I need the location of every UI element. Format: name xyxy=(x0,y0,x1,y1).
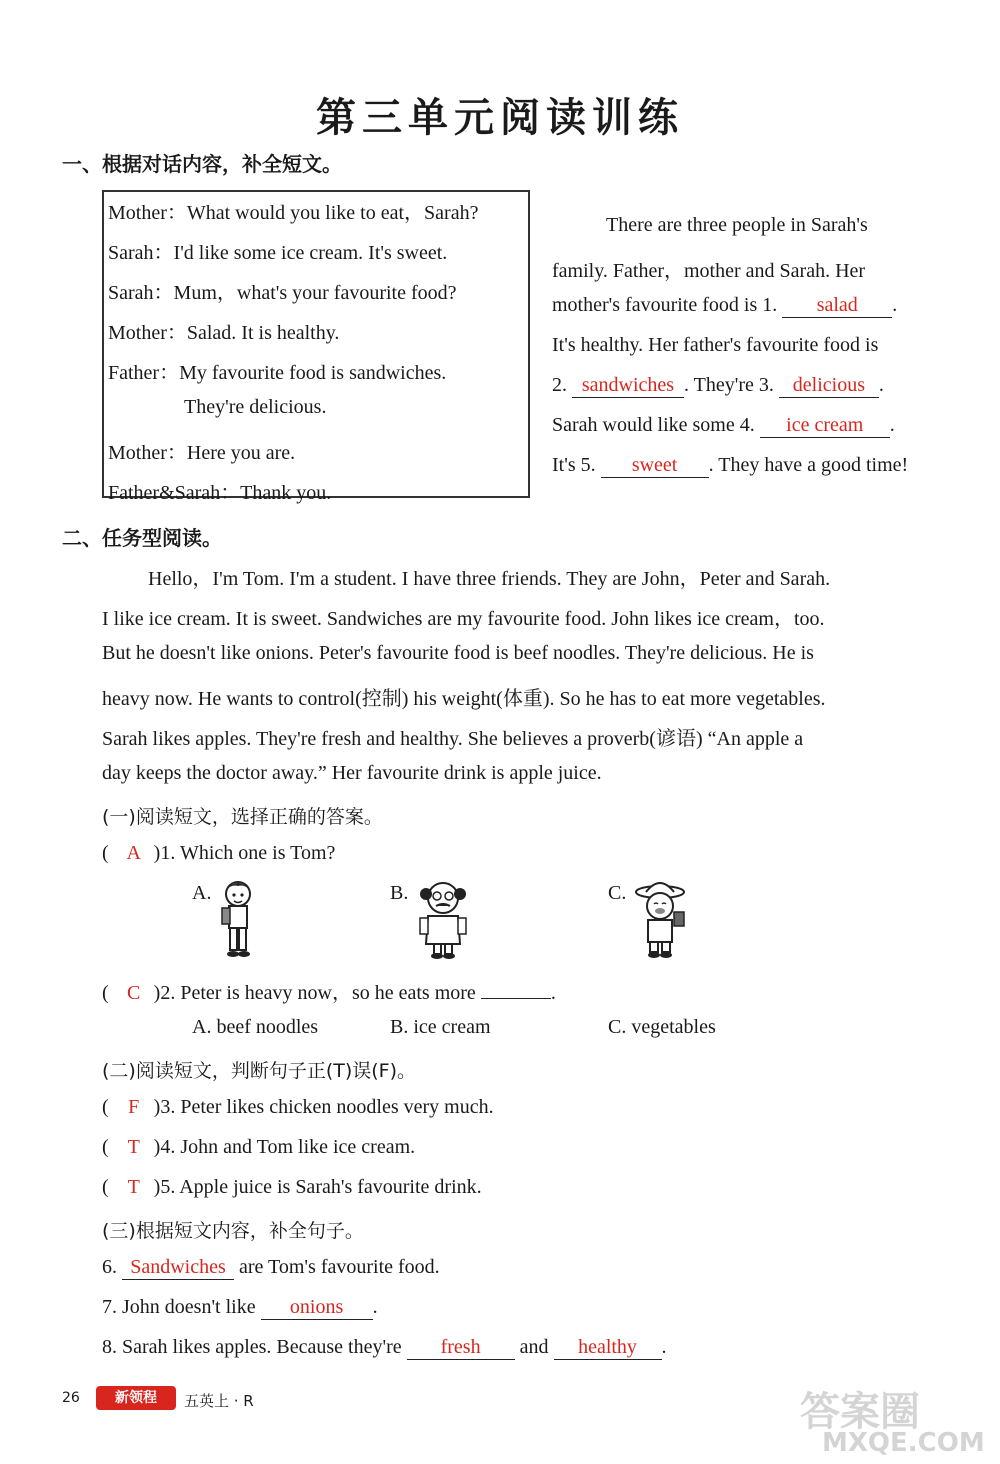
answer-8b: healthy xyxy=(554,1336,662,1360)
option-a: A. beef noodles xyxy=(192,1016,319,1038)
dialog-line: Mother：Salad. It is healthy. xyxy=(108,322,340,344)
dialog-line: They're delicious. xyxy=(184,396,327,418)
blank xyxy=(481,998,551,999)
dialog-line: Sarah：Mum，what's your favourite food? xyxy=(108,282,457,304)
answer-6: Sandwiches xyxy=(122,1256,234,1280)
answer-blank-4: ice cream xyxy=(760,414,890,438)
question-7: 7. John doesn't like onions . xyxy=(102,1296,378,1318)
dialog-line: Father&Sarah：Thank you. xyxy=(108,482,332,504)
doctor-image xyxy=(412,878,474,960)
question-8: 8. Sarah likes apples. Because they're fresh and healthy . xyxy=(102,1336,667,1358)
question-1: ( A )1. Which one is Tom? xyxy=(102,842,336,864)
question-4: ( T )4. John and Tom like ice cream. xyxy=(102,1136,416,1158)
passage2-line: day keeps the doctor away.” Her favourite drink is apple juice. xyxy=(102,762,602,784)
passage1-line: It's 5. sweet . They have a good time! xyxy=(552,454,909,476)
section2-heading: 二、任务型阅读。 xyxy=(62,526,222,550)
grade-label: 五英上 · R xyxy=(184,1392,254,1410)
passage2-line: Sarah likes apples. They're fresh and healthy. She believes a proverb(谚语) “An apple a xyxy=(102,728,804,750)
option-a-label: A. xyxy=(192,882,212,904)
option-c: C. vegetables xyxy=(608,1016,716,1038)
dialog-box xyxy=(102,190,530,504)
passage1-line: mother's favourite food is 1. salad . xyxy=(552,294,898,316)
answer-blank-2: sandwiches xyxy=(572,374,684,398)
answer-8a: fresh xyxy=(407,1336,515,1360)
answer-5: T xyxy=(127,1176,140,1198)
answer-7: onions xyxy=(261,1296,373,1320)
page-number: 26 xyxy=(62,1390,80,1406)
section1-heading: 一、根据对话内容，补全短文。 xyxy=(62,152,342,176)
option-b-label: B. xyxy=(390,882,409,904)
dialog-line: Mother：What would you like to eat，Sarah? xyxy=(108,202,479,224)
passage2-line: But he doesn't like onions. Peter's favourite food is beef noodles. They're delicious. He is xyxy=(102,642,814,664)
farmer-image xyxy=(630,878,696,960)
answer-1: A xyxy=(126,842,141,864)
passage2-line: heavy now. He wants to control(控制) his weight(体重). So he has to eat more vegetables. xyxy=(102,688,826,710)
question-6: 6. Sandwiches are Tom's favourite food. xyxy=(102,1256,440,1278)
dialog-line: Father：My favourite food is sandwiches. xyxy=(108,362,447,384)
watermark-url: MXQE.COM xyxy=(822,1428,985,1458)
passage2-line: Hello，I'm Tom. I'm a student. I have three friends. They are John，Peter and Sarah. xyxy=(148,568,831,590)
answer-2: C xyxy=(127,982,141,1004)
part1-heading: (一)阅读短文，选择正确的答案。 xyxy=(102,806,383,828)
dialog-line: Sarah：I'd like some ice cream. It's sweet. xyxy=(108,242,448,264)
question-3: ( F )3. Peter likes chicken noodles very much. xyxy=(102,1096,494,1118)
answer-blank-1: salad xyxy=(782,294,892,318)
question-2: ( C )2. Peter is heavy now，so he eats more . xyxy=(102,982,556,1004)
brand-logo: 新领程 xyxy=(96,1386,176,1410)
answer-blank-5: sweet xyxy=(601,454,709,478)
boy-student-image xyxy=(216,878,260,960)
part2-heading: (二)阅读短文，判断句子正(T)误(F)。 xyxy=(102,1060,417,1082)
answer-4: T xyxy=(127,1136,140,1158)
passage2-line: I like ice cream. It is sweet. Sandwiches are my favourite food. John likes ice cream，too. xyxy=(102,608,825,630)
dialog-line: Mother：Here you are. xyxy=(108,442,296,464)
passage1-line: Sarah would like some 4. ice cream . xyxy=(552,414,895,436)
answer-blank-3: delicious xyxy=(779,374,879,398)
passage1-line: 2. sandwiches . They're 3. delicious . xyxy=(552,374,884,396)
option-c-label: C. xyxy=(608,882,627,904)
option-b: B. ice cream xyxy=(390,1016,491,1038)
passage1-line: It's healthy. Her father's favourite food is xyxy=(552,334,879,356)
page-title: 第三单元阅读训练 xyxy=(316,95,684,141)
part3-heading: (三)根据短文内容，补全句子。 xyxy=(102,1220,364,1242)
answer-3: F xyxy=(128,1096,140,1118)
watermark-logo: 答案圈 xyxy=(800,1389,920,1435)
passage1-line: family. Father，mother and Sarah. Her xyxy=(552,260,866,282)
question-5: ( T )5. Apple juice is Sarah's favourite drink. xyxy=(102,1176,482,1198)
passage1-line: There are three people in Sarah's xyxy=(606,214,868,236)
